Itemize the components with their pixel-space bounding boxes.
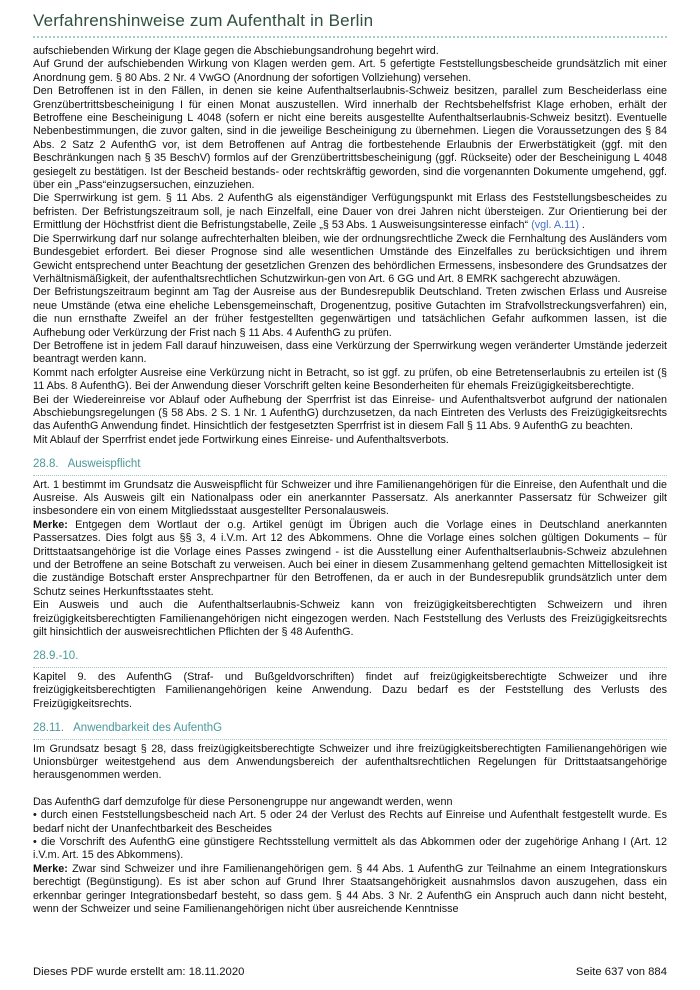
- paragraph-merke-passersatz: [33, 519, 667, 599]
- paragraph-merke-integrationskurs: [33, 863, 667, 917]
- section-label: Anwendbarkeit des AufenthG: [73, 722, 223, 735]
- paragraph-ausweis-einzug: Ein Ausweis und auch die Aufenthaltserlaubnis-Schweiz kann von freizügigkeitsberechtigten Schweizern und ihren freizügigkeitsberechtigten Familienangehörigen nicht eingezogen werden. Nach Feststellung des Verlusts des Freizügigkeitsrechts gilt hinsichtlich der ausweisrechtlichen Pflichten der § 48 AufenthG.: [33, 599, 667, 639]
- paragraph-sperrwirkung-zweck: Die Sperrwirkung darf nur solange aufrechterhalten bleiben, wie der ordnungsrechtliche Zweck die Fernhaltung des Ausländers vom Bundesgebiet erfordert. Bei dieser Prognose sind alle wesentlichen Umstände des Einzelfalles zu berücksichtigen und ihrem Gewicht entsprechend unter Beachtung der gesetzlichen Grenzen des behördlichen Ermessens, insbesondere des Grundsatzes der Verhältnismäßigkeit, der aufenthaltsrechtlichen Schutzwirkun-gen von Art. 6 GG und Art. 8 EMRK sachgerecht abzuwägen.: [33, 232, 667, 285]
- paragraph-klage-fortsetzung: aufschiebenden Wirkung der Klage gegen die Abschiebungsandrohung begehrt wird.: [33, 45, 439, 57]
- merke-label: Merke:: [33, 862, 68, 875]
- paragraph-text: .: [578, 219, 585, 232]
- section-number: 28.11.: [33, 722, 65, 735]
- section-number: 28.8.: [33, 458, 59, 471]
- page-footer: [33, 966, 667, 978]
- bullet-guenstigere-rechtsstellung: • die Vorschrift des AufenthG eine günstigere Rechtsstellung vermittelt als das Abkommen oder der zugehörige Anhang I (Art. 12 i.V.m. Art. 15 des Abkommens).: [33, 835, 667, 862]
- paragraph-befristungszeitraum: Der Befristungszeitraum beginnt am Tag der Ausreise aus der Bundesrepublik Deutschland. Treten zwischen Erlass und Ausreise neue Umstände (etwa eine eheliche Lebensgemeinschaft, Drogenentzug, positive Gutachten im Strafvollstreckungsverfahren) ein, die nun ernsthafte Zweifel an der früher festgestellten gegenwärtigen und tatsächlichen Gefahr aufkommen lassen, ist die Aufhebung oder Verkürzung der Frist nach § 11 Abs. 4 AufenthG zu prüfen.: [33, 286, 667, 339]
- merke-text: Zwar sind Schweizer und ihre Familienangehörigen gem. § 44 Abs. 1 AufenthG zur Teilnahme an einem Integrationskurs berechtigt (Begünstigung). Es ist aber schon auf Grund Ihrer Staatsangehörigkeit ausnahmslos davon auszugehen, dass ein erkennbar geringer Integrationsbedarf besteht, so dass gem. § 44 Abs. 3 Nr. 2 AufenthG ein Anspruch auch dann nicht besteht, wenn der Schweizer und seine Familienangehörigen nicht über ausreichende Kenntnisse: [33, 862, 667, 915]
- paragraph-anwendung-bedingung: Das AufenthG darf demzufolge für diese Personengruppe nur angewandt werden, wenn: [33, 795, 453, 808]
- paragraph-ausweispflicht: Art. 1 bestimmt im Grundsatz die Ausweispflicht für Schweizer und ihre Familienangehörigen für die Einreise, den Aufenthalt und die Ausreise. Als Ausweis gilt ein Nationalpass oder ein anerkannter Passersatz. Als anerkannter Passersatz für Schweizer gilt insbesondere ein von einem Mitgliedsstaat ausgestellter Personalausweis.: [33, 478, 667, 518]
- merke-text: Entgegen dem Wortlaut der o.g. Artikel genügt im Übrigen auch die Vorlage eines in Deutschland anerkannten Passersatzes. Dies folgt aus §§ 3, 4 i.V.m. Art 12 des Abkommens. Ohne die Vorlage eines solchen gültigen Dokuments – für Drittstaatsangehörige ist die Vorlage eines Passes zwingend - ist die Ausstellung einer Aufenthaltserlaubnis-Schweiz abzulehnen und der Betroffene an seine Botschaft zu verweisen. Auch bei einer in diesem Zusammenhang geltend gemachten Mittellosigkeit ist die zuständige Botschaft erster Ansprechpartner für den Betroffenen, da er auch in der Bundesrepublik grundsätzlich unter dem Schutz seines Herkunftsstaates steht.: [33, 518, 667, 598]
- paragraph-betretenserlaubnis: Kommt nach erfolgter Ausreise eine Verkürzung nicht in Betracht, so ist ggf. zu prüfen, ob eine Betretenserlaubnis zu erteilen ist (§ 11 Abs. 8 AufenthG). Bei der Anwendung dieser Vorschrift gelten keine Besonderheiten für ehemals Freizügigkeitsberechtigte.: [33, 366, 667, 393]
- paragraph-grenzuebertrittsbescheinigung: Den Betroffenen ist in den Fällen, in denen sie keine Aufenthaltserlaubnis-Schweiz besitzen, parallel zum Bescheiderlass eine Grenzübertrittsbescheinigung I für einen Monat auszustellen. Wird innerhalb der Rechtsbehelfsfrist Klage erhoben, erhält der Betroffene eine Bescheinigung L 4048 (sofern er nicht eine bereits ausgestellte Aufenthaltserlaubnis-Schweiz besitzt). Eventuelle Nebenbestimmungen, die zuvor galten, sind in die jeweilige Bescheinigung zu übernehmen. Liegen die Voraussetzungen des § 84 Abs. 2 Satz 2 AufenthG vor, ist dem Betroffenen auf Antrag die fortbestehende Erlaubnis der Erwerbstätigkeit (ggf. mit den Beschränkungen nach § 35 BeschV) formlos auf der Grenzübertrittsbescheinigung (ggf. Rückseite) oder der Bescheinigung L 4048 gesiegelt zu bestätigen. Ist der Bescheid bestands- oder rechtskräftig geworden, sind die vorgenannten Dokumente umgehend, ggf. über ein „Pass“einzugsersuchen, einzuziehen.: [33, 85, 667, 192]
- paragraph-verkuerzung-hinweis: Der Betroffene ist in jedem Fall darauf hinzuweisen, dass eine Verkürzung der Sperrwirkung wegen veränderter Umstände jederzeit beantragt werden kann.: [33, 339, 667, 366]
- footer-created-date: Dieses PDF wurde erstellt am: 18.11.2020: [33, 966, 245, 978]
- section-heading-28-8: [33, 458, 667, 475]
- merke-label: Merke:: [33, 518, 68, 531]
- paragraph-ablauf-sperrfrist: Mit Ablauf der Sperrfrist endet jede Fortwirkung eines Einreise- und Aufenthaltsverbots.: [33, 433, 449, 446]
- paragraph-sperrwirkung-befristung: [33, 192, 667, 232]
- paragraph-kapitel-9: Kapitel 9. des AufenthG (Straf- und Bußgeldvorschriften) findet auf freizügigkeitsberechtigte Schweizer und ihre freizügigkeitsberechtigten Familienangehörigen keine Anwendung. Dazu bedarf es der Feststellung des Verlusts des Freizügigkeitsrechts.: [33, 670, 667, 710]
- vertical-gap: [33, 783, 667, 796]
- page-header: [33, 11, 667, 38]
- paragraph-aufschiebende-wirkung: Auf Grund der aufschiebenden Wirkung von Klagen werden gem. Art. 5 gefertigte Feststellungsbescheide grundsätzlich mit einer Anordnung gem. § 80 Abs. 2 Nr. 4 VwGO (Anordnung der sofortigen Vollziehung) versehen.: [33, 58, 667, 84]
- bullet-feststellungsbescheid: • durch einen Feststellungsbescheid nach Art. 5 oder 24 der Verlust des Rechts auf Einreise und Aufenthalt festgestellt wurde. Es bedarf nicht der Unanfechtbarkeit des Bescheides: [33, 809, 667, 835]
- paragraph-wiedereinreise: Bei der Wiedereinreise vor Ablauf oder Aufhebung der Sperrfrist ist das Einreise- und Aufenthaltsverbot aufgrund der nationalen Abschiebungsregelungen (§ 58 Abs. 2 S. 1 Nr. 1 AufenthG) durchzusetzen, da nach Eintreten des Verlusts des Freizügigkeitsrechts das AufenthG Anwendung findet. Hinsichtlich der festgesetzten Sperrfrist ist in diesem Fall § 11 Abs. 9 AufenthG zu beachten.: [33, 393, 667, 433]
- section-number: 28.9.-10.: [33, 650, 79, 663]
- section-label: Ausweispflicht: [67, 458, 141, 471]
- paragraph-text: Die Sperrwirkung ist gem. § 11 Abs. 2 AufenthG als eigenständiger Verfügungspunkt mit Erlass des Feststellungsbescheides zu befristen. Der Befristungszeitraum soll, je nach Einzelfall, eine Dauer von drei Jahren nicht übersteigen. Zur Orientierung bei der Ermittlung der Höchstfrist dient die Befristungstabelle, Zeile „§ 53 Abs. 1 Ausweisungsinteresse einfach“: [33, 192, 667, 232]
- section-heading-28-9-10: [33, 650, 667, 667]
- footer-page-number: Seite 637 von 884: [575, 966, 667, 978]
- section-heading-28-11: [33, 722, 667, 739]
- page-title: Verfahrenshinweise zum Aufenthalt in Berlin: [33, 11, 374, 30]
- paragraph-grundsatz-28: Im Grundsatz besagt § 28, dass freizügigkeitsberechtigte Schweizer und ihre freizügigkeitsberechtigten Familienangehörigen wie Unionsbürger weitestgehend aus dem Anwendungsbereich der aufenthaltsrechtlichen Regelungen für Drittstaatsangehörige herausgenommen werden.: [33, 742, 667, 782]
- document-body: [33, 45, 667, 916]
- title-divider: [33, 36, 667, 38]
- reference-link-a11[interactable]: (vgl. A.11): [531, 219, 579, 232]
